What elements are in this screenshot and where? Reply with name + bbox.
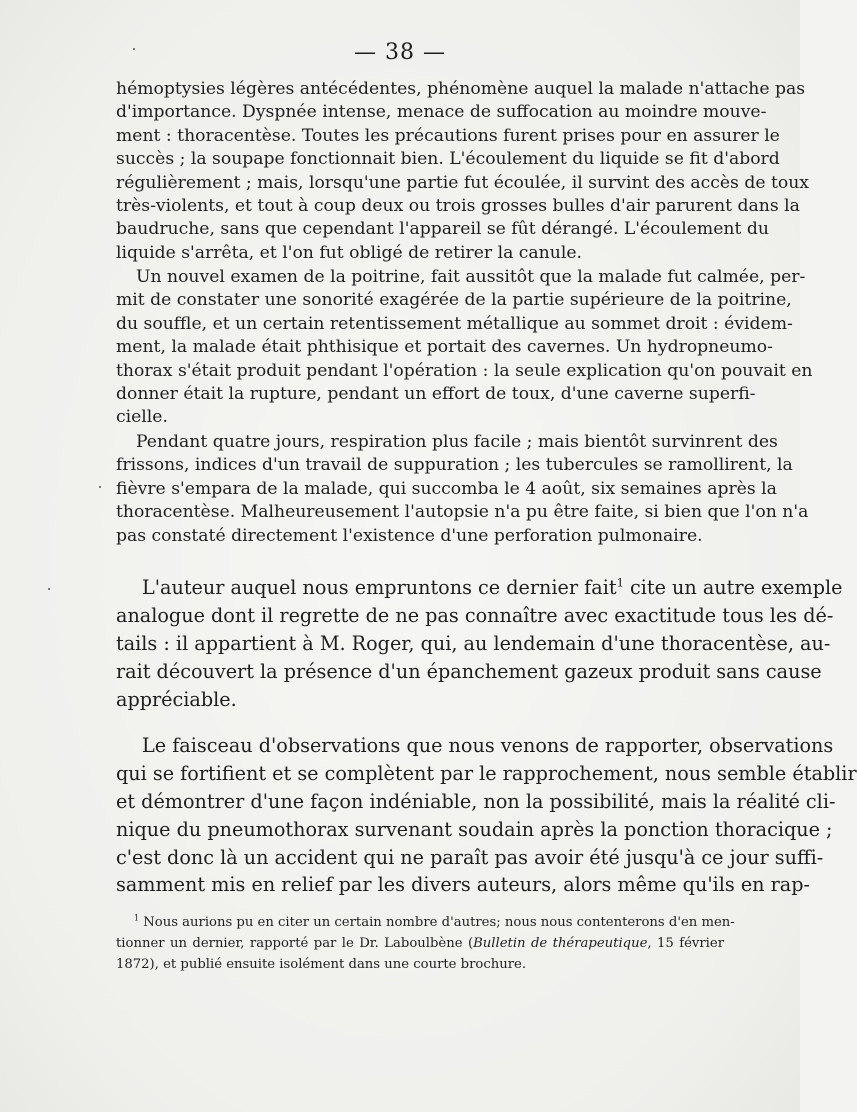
text-line: hémoptysies légères antécédentes, phénomène auquel la malade n'attache pas — [116, 79, 806, 99]
text-line — [116, 574, 843, 602]
text-line: fièvre s'empara de la malade, qui succomba le 4 août, six semaines après la — [116, 478, 777, 499]
text-segment: Nous aurions pu en citer un certain nombre d'autres; nous nous contenterons d'en men- — [139, 915, 735, 930]
ink-speck — [133, 48, 135, 50]
text-line: Un nouvel examen de la poitrine, fait aussitôt que la malade fut calmée, per- — [136, 267, 806, 287]
text-line: samment mis en relief par les divers auteurs, alors même qu'ils en rap- — [116, 873, 811, 897]
text-line: et démontrer d'une façon indéniable, non la possibilité, mais la réalité cli- — [116, 789, 836, 813]
text-line: 1872), et publié ensuite isolément dans une courte brochure. — [116, 957, 527, 972]
text-line: frissons, indices d'un travail de suppuration ; les tubercules se ramollirent, la — [116, 455, 793, 476]
text-line: nique du pneumothorax survenant soudain après la ponction thoracique ; — [116, 817, 833, 841]
text-line: mit de constater une sonorité exagérée de la partie supérieure de la poitrine, — [116, 290, 792, 311]
journal-title: Bulletin de thérapeutique — [473, 936, 648, 951]
text-line — [116, 912, 735, 933]
text-segment: tionner un dernier, rapporté par le Dr. Laboulbène ( — [116, 936, 474, 951]
text-line: appréciable. — [116, 687, 237, 711]
text-line: qui se fortifient et se complètent par le rapprochement, nous semble établir — [116, 761, 857, 785]
text-line: d'importance. Dyspnée intense, menace de suffocation au moindre mouve- — [116, 102, 767, 123]
ink-speck — [99, 486, 101, 488]
paragraph-outcome — [116, 431, 809, 548]
footnote — [116, 912, 735, 975]
paragraph-conclusion — [116, 732, 857, 899]
footnote-marker: 1 — [616, 575, 624, 590]
text-segment: L'auteur auquel nous empruntons ce dernier fait — [142, 576, 617, 599]
footnote-number: 1 — [134, 913, 140, 923]
text-line: thoracentèse. Malheureusement l'autopsie n'a pu être faite, si bien que l'on n'a — [116, 502, 809, 523]
text-line: très-violents, et tout à coup deux ou trois grosses bulles d'air parurent dans la — [116, 195, 800, 216]
text-segment: cite un autre exemple — [623, 576, 843, 599]
text-line: rait découvert la présence d'un épanchement gazeux produit sans cause — [116, 659, 822, 683]
text-line: Le faisceau d'observations que nous venons de rapporter, observations — [142, 734, 834, 757]
text-line: analogue dont il regrette de ne pas connaître avec exactitude tous les dé- — [116, 603, 834, 627]
text-line: Pendant quatre jours, respiration plus facile ; mais bientôt survinrent des — [136, 432, 778, 452]
page-number: — 38 — — [354, 40, 446, 65]
text-line: pas constaté directement l'existence d'une perforation pulmonaire. — [116, 525, 703, 546]
text-line: thorax s'était produit pendant l'opération : la seule explication qu'on pouvait en — [116, 360, 813, 381]
text-line: liquide s'arrêta, et l'on fut obligé de retirer la canule. — [116, 242, 582, 263]
text-line: ment, la malade était phthisique et portait des cavernes. Un hydropneumo- — [116, 337, 773, 358]
text-line: baudruche, sans que cependant l'appareil se fût dérangé. L'écoulement du — [116, 219, 769, 240]
paragraph-examination — [116, 266, 813, 430]
text-line: succès ; la soupape fonctionnait bien. L'écoulement du liquide se fit d'abord — [116, 149, 780, 170]
paragraph-author-reference — [116, 574, 843, 713]
paragraph-continued — [116, 78, 809, 265]
text-segment: , 15 février — [647, 936, 724, 951]
text-line: régulièrement ; mais, lorsqu'une partie fut écoulée, il survint des accès de toux — [116, 172, 809, 193]
text-line: du souffle, et un certain retentissement métallique au sommet droit : évidem- — [116, 313, 793, 334]
text-line: tails : il appartient à M. Roger, qui, au lendemain d'une thoracentèse, au- — [116, 631, 831, 655]
text-line: ment : thoracentèse. Toutes les précautions furent prises pour en assurer le — [116, 125, 780, 146]
ink-speck — [48, 588, 50, 590]
text-line: donner était la rupture, pendant un effort de toux, d'une caverne superfi- — [116, 383, 756, 404]
text-line — [116, 933, 724, 954]
text-line: c'est donc là un accident qui ne paraît pas avoir été jusqu'à ce jour suffi- — [116, 845, 824, 869]
text-line: cielle. — [116, 407, 168, 428]
